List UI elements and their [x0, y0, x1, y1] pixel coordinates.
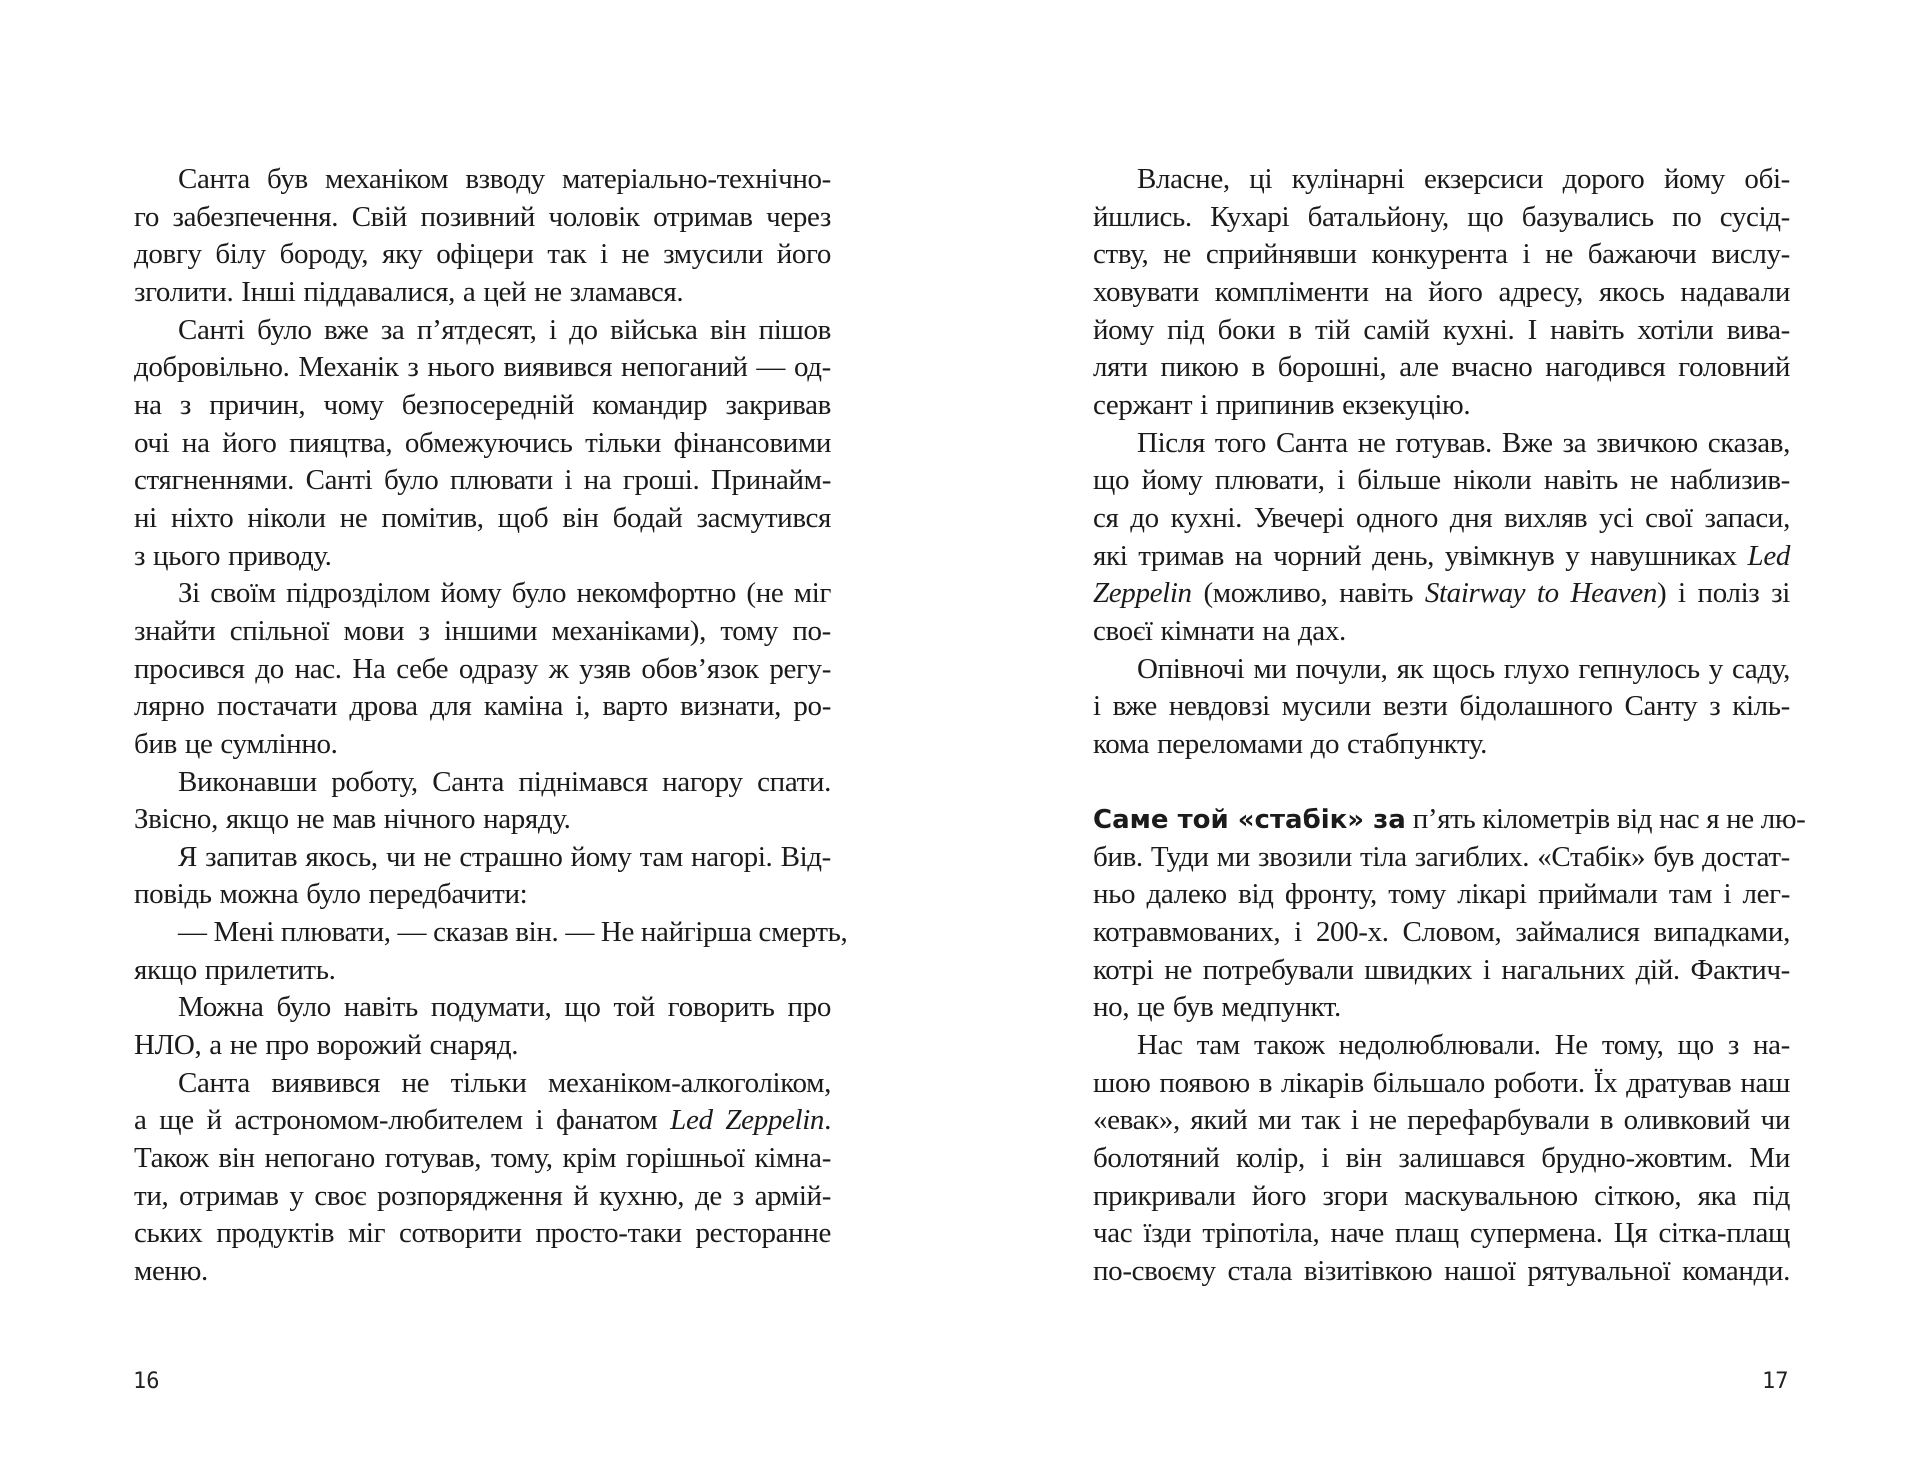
- text-line: [1093, 387, 1790, 425]
- text-run: Санта був механіком взводу матеріально-технічно-: [178, 163, 831, 195]
- text-line: [1093, 1065, 1790, 1103]
- text-run: Санті було вже за п’ятдесят, і до війська він пішов: [178, 313, 831, 346]
- text-line: [134, 764, 831, 802]
- text-run: на з причин, чому безпосередній командир закривав: [134, 388, 831, 421]
- text-line: [1093, 914, 1790, 952]
- text-run: ських продуктів міг сотворити просто-таки ресторанне: [134, 1217, 831, 1250]
- text-run: лярно постачати дрова для каміна і, варто визнати, ро-: [134, 690, 831, 723]
- text-line: [1093, 425, 1790, 463]
- text-line: [134, 1102, 831, 1140]
- text-run: Зі своїм підрозділом йому було некомфортно (не міг: [178, 577, 831, 610]
- text-run: довгу білу бороду, яку офіцери так і не змусили його: [134, 238, 831, 271]
- page-number-right: 17: [1762, 1369, 1789, 1394]
- text-line: [134, 387, 831, 425]
- text-line: [134, 312, 831, 350]
- text-run: п’ять кілометрів від нас я не лю-: [1405, 803, 1806, 836]
- text-run: ти, отримав у своє розпорядження й кухню, де з армій-: [134, 1179, 831, 1212]
- left-page-text: [134, 161, 848, 1291]
- text-line: [1093, 538, 1790, 576]
- text-run: якщо прилетить.: [134, 953, 336, 986]
- text-run: добровільно. Механік з нього виявився непоганий — од-: [134, 351, 831, 384]
- text-line: [134, 1140, 831, 1178]
- text-line: [1093, 1102, 1790, 1140]
- text-run: НЛО, а не про ворожий снаряд.: [134, 1029, 519, 1062]
- text-run: го забезпечення. Свій позивний чоловік отримав через: [134, 200, 831, 233]
- text-line: [1093, 726, 1790, 764]
- text-run: бив це сумлінно.: [134, 727, 338, 760]
- text-line: [1093, 349, 1790, 387]
- text-run: бив. Туди ми звозили тіла загиблих. «Стабік» був достат-: [1093, 840, 1790, 873]
- text-run: меню.: [134, 1255, 208, 1288]
- text-line: [134, 1215, 831, 1253]
- text-line: [134, 274, 831, 312]
- italic-title: Led Zeppelin: [670, 1104, 825, 1137]
- text-line: [1093, 312, 1790, 350]
- text-line: [134, 199, 831, 237]
- text-line: [1093, 1215, 1790, 1253]
- text-run: котрі не потребували швидких і нагальних дій. Фактич-: [1093, 953, 1790, 986]
- text-run: болотяний колір, і він залишався брудно-жовтим. Ми: [1093, 1142, 1790, 1175]
- text-run: які тримав на чорний день, увімкнув у навушниках: [1093, 539, 1748, 572]
- text-line: [134, 575, 831, 613]
- text-line: [1093, 161, 1790, 199]
- text-run: йшлись. Кухарі батальйону, що базувались по сусід-: [1093, 200, 1790, 233]
- text-line: [1093, 199, 1790, 237]
- text-run: шою появою в лікарів більшало роботи. Їх дратував наш: [1093, 1066, 1790, 1099]
- text-run: стягненнями. Санті було плювати і на гроші. Принайм-: [134, 464, 831, 497]
- text-run: час їзди тріпотіла, наче плащ супермена. Ця сітка-плащ: [1093, 1217, 1790, 1250]
- text-run: «евак», який ми так і не перефарбували в оливковий чи: [1093, 1104, 1790, 1137]
- text-run: — Мені плювати, — сказав він. — Не найгірша смерть,: [178, 916, 848, 949]
- text-run: Я запитав якось, чи не страшно йому там нагорі. Від-: [178, 840, 831, 873]
- text-line: [1093, 651, 1790, 689]
- text-run: Виконавши роботу, Санта піднімався нагору спати.: [178, 765, 831, 798]
- text-run: ляти пикою в борошні, але вчасно нагодився головний: [1093, 351, 1790, 384]
- text-run: зголити. Інші піддавалися, а цей не зламався.: [134, 275, 684, 308]
- text-line: [1093, 801, 1806, 839]
- text-line: [1093, 1140, 1790, 1178]
- text-run: Власне, ці кулінарні екзерсиси дорого йому обі-: [1137, 163, 1790, 195]
- text-run: Опівночі ми почули, як щось глухо гепнулось у саду,: [1137, 652, 1790, 685]
- text-line: [1093, 688, 1790, 726]
- text-line: [134, 1027, 831, 1065]
- text-line: [134, 801, 831, 839]
- italic-title: Stairway to Heaven: [1424, 577, 1657, 610]
- italic-title: Led: [1747, 539, 1790, 572]
- text-run: знайти спільної мови з іншими механіками), тому по-: [134, 614, 831, 647]
- text-line: [134, 538, 831, 576]
- text-line: [1093, 989, 1790, 1027]
- text-line: [1093, 613, 1790, 651]
- text-line: [134, 726, 831, 764]
- text-line: [134, 651, 831, 689]
- text-run: і вже невдовзі мусили везти бідолашного Санту з кіль-: [1093, 690, 1790, 723]
- text-run: Також він непогано готував, тому, крім горішньої кімна-: [134, 1142, 831, 1175]
- section-lead-in: Саме той «стабік» за: [1093, 805, 1406, 836]
- text-run: з цього приводу.: [134, 539, 332, 572]
- text-run: Звісно, якщо не мав нічного наряду.: [134, 803, 571, 836]
- text-run: ні ніхто ніколи не помітив, щоб він бодай засмутився: [134, 501, 831, 534]
- text-line: [1093, 236, 1790, 274]
- text-run: .: [824, 1104, 831, 1137]
- text-run: що йому плювати, і більше ніколи навіть не наблизив-: [1093, 464, 1790, 497]
- text-run: своєї кімнати на дах.: [1093, 614, 1346, 647]
- text-line: [1093, 1178, 1790, 1216]
- italic-title: Zeppelin: [1093, 577, 1192, 610]
- text-run: Після того Санта не готував. Вже за звичкою сказав,: [1137, 426, 1790, 459]
- text-run: ству, не сприйнявши конкурента і не бажаючи вислу-: [1093, 238, 1790, 271]
- text-run: (можливо, навіть: [1191, 577, 1425, 610]
- right-page-text: [1093, 161, 1806, 1291]
- text-run: прикривали його згори маскувальною сіткою, яка під: [1093, 1179, 1790, 1212]
- page-number-left: 16: [133, 1369, 160, 1394]
- text-run: повідь можна було передбачити:: [134, 878, 528, 911]
- text-line: [1093, 1027, 1790, 1065]
- text-line: [134, 613, 831, 651]
- text-line: [1093, 1253, 1790, 1291]
- text-line: [1093, 274, 1790, 312]
- text-line: [134, 1178, 831, 1216]
- text-run: Нас там також недолюблювали. Не тому, що з на-: [1137, 1029, 1790, 1062]
- text-line: [134, 839, 831, 877]
- text-line: [134, 876, 831, 914]
- text-run: просився до нас. На себе одразу ж узяв обов’язок регу-: [134, 652, 831, 685]
- text-line: [134, 500, 831, 538]
- text-line: [134, 688, 831, 726]
- text-line: [1093, 952, 1790, 990]
- text-line: [1093, 575, 1790, 613]
- text-run: ся до кухні. Увечері одного дня вихляв усі свої запаси,: [1093, 501, 1790, 534]
- section-break: [1093, 764, 1790, 802]
- text-run: кома переломами до стабпункту.: [1093, 727, 1488, 760]
- text-line: [1093, 462, 1790, 500]
- text-line: [1093, 876, 1790, 914]
- text-line: [134, 349, 831, 387]
- text-run: ) і поліз зі: [1656, 577, 1790, 610]
- text-run: ньо далеко від фронту, тому лікарі приймали там і лег-: [1093, 878, 1790, 911]
- text-line: [134, 161, 831, 199]
- text-run: по-своєму стала візитівкою нашої рятувальної команди.: [1093, 1255, 1790, 1288]
- text-run: котравмованих, і 200-х. Словом, займалися випадками,: [1093, 916, 1790, 949]
- text-line: [134, 914, 848, 952]
- text-line: [134, 425, 831, 463]
- text-run: йому під боки в тій самій кухні. І навіть хотіли вива-: [1093, 313, 1790, 346]
- right-page: [960, 0, 1920, 1477]
- text-line: [1093, 839, 1790, 877]
- text-run: сержант і припинив екзекуцію.: [1093, 388, 1471, 421]
- text-run: очі на його пияцтва, обмежуючись тільки фінансовими: [134, 426, 831, 459]
- text-run: но, це був медпункт.: [1093, 991, 1341, 1024]
- text-line: [1093, 500, 1790, 538]
- text-run: Санта виявився не тільки механіком-алкоголіком,: [178, 1066, 831, 1099]
- text-run: а ще й астрономом-любителем і фанатом: [134, 1104, 671, 1137]
- text-line: [134, 989, 831, 1027]
- text-line: [134, 1065, 831, 1103]
- text-line: [134, 1253, 831, 1291]
- text-run: ховувати компліменти на його адресу, якось надавали: [1093, 275, 1790, 308]
- text-line: [134, 462, 831, 500]
- text-line: [134, 236, 831, 274]
- text-line: [134, 952, 831, 990]
- text-run: Можна було навіть подумати, що той говорить про: [178, 991, 831, 1024]
